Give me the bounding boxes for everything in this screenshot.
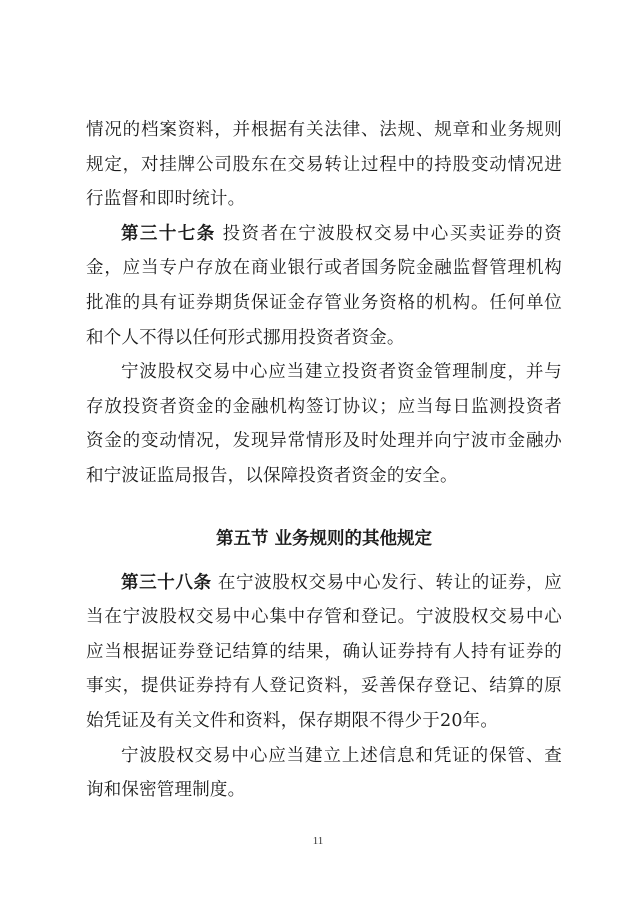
- paragraph-text: 情况的档案资料，并根据有关法律、法规、规章和业务规则规定，对挂牌公司股东在交易转让过程中的持股变动情况进行监督和即时统计。: [86, 120, 562, 210]
- paragraph-text: 在宁波股权交易中心发行、转让的证券，应当在宁波股权交易中心集中存管和登记。宁波股权交易中心应当根据证券登记结算的结果，确认证券持有人持有证券的事实，提供证券持有人登记资料，妥善保存登记、结算的原始凭证及有关文件和资料，保存期限不得少于20年。: [86, 572, 562, 731]
- paragraph-text: 宁波股权交易中心应当建立投资者资金管理制度，并与存放投资者资金的金融机构签订协议；应当每日监测投资者资金的变动情况，发现异常情形及时处理并向宁波市金融办和宁波证监局报告，以保障投资者资金的安全。: [86, 362, 562, 486]
- paragraph-text: 投资者在宁波股权交易中心买卖证券的资金，应当专户存放在商业银行或者国务院金融监督管理机构批准的具有证券期货保证金存管业务资格的机构。任何单位和个人不得以任何形式挪用投资者资金。: [86, 223, 563, 348]
- article-number: 第三十八条: [121, 572, 212, 593]
- section-heading: 第五节 业务规则的其他规定: [215, 528, 433, 549]
- article-38-paragraph: [86, 566, 562, 739]
- paragraph: [86, 739, 562, 808]
- paragraph: [86, 113, 562, 217]
- page-number: 11: [312, 835, 324, 847]
- paragraph-text: 宁波股权交易中心应当建立上述信息和凭证的保管、查询和保密管理制度。: [86, 745, 562, 801]
- body-text: [86, 113, 562, 808]
- article-number: 第三十七条: [121, 223, 216, 244]
- article-37-paragraph: [86, 217, 562, 355]
- paragraph: [86, 355, 562, 493]
